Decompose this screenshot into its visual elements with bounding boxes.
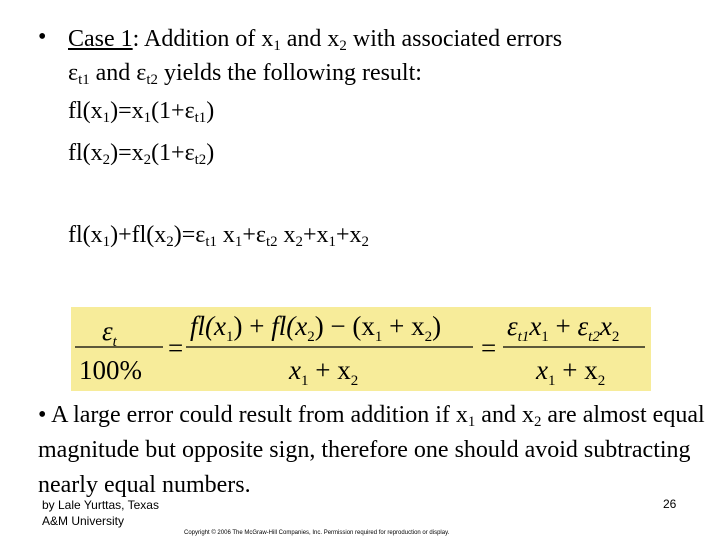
footer-author-line-1: by Lale Yurttas, Texas [42, 498, 159, 512]
page-number: 26 [663, 497, 677, 511]
eq-equals-2: = [481, 333, 497, 363]
eq-equals-1: = [168, 333, 184, 363]
equation-sum: $fl(x_1)+fl(x_2)=\varepsilon_{t1}$ $x_1+\varepsilon_{t2}$ $x_2+x_1+x_2$ [68, 222, 369, 251]
eq-middle-denominator: $x_1 + x_2$ [289, 355, 359, 389]
eq-middle-numerator: $fl(x_1) + fl(x_2) - (x_1 + x_2)$ [190, 311, 442, 345]
relative-error-equation [71, 307, 651, 391]
footer-copyright: Copyright © 2006 The McGraw-Hill Companies, Inc. Permission required for reproduction or display. [184, 530, 450, 536]
case-label: Case 1 [68, 26, 133, 52]
eq-right-numerator: $\varepsilon_{t1}x_1 + \varepsilon_{t2}x_2$ [507, 311, 620, 345]
footer-author-line-2: A&M University [42, 514, 125, 528]
large-error-note: • A large error could result from addition if $x_1$ and $x_2$ are almost equal magnitude but opposite sign, therefore one should avoid subtracting nearly equal numbers. [38, 402, 705, 498]
bullet-marker: • [38, 24, 47, 50]
eq-100-percent: 100% [79, 355, 142, 385]
errors-line: $\varepsilon_{t1}$ and $\varepsilon_{t2}$ yields the following result: [68, 60, 422, 89]
equation-fl-x2: $fl(x_2)=x_2(1+\varepsilon_{t2})$ [68, 140, 215, 169]
footer-author [42, 497, 159, 529]
equation-svg [71, 307, 651, 391]
eq-right-denominator: $x_1 + x_2$ [536, 355, 606, 389]
equation-fl-x1: $fl(x_1)=x_1(1+\varepsilon_{t1})$ [68, 98, 215, 127]
case-1-line: Case 1: Addition of $x_1$ and $x_2$ with associated errors [68, 26, 563, 55]
eq-eps-t: $\varepsilon_t$ [102, 316, 117, 350]
